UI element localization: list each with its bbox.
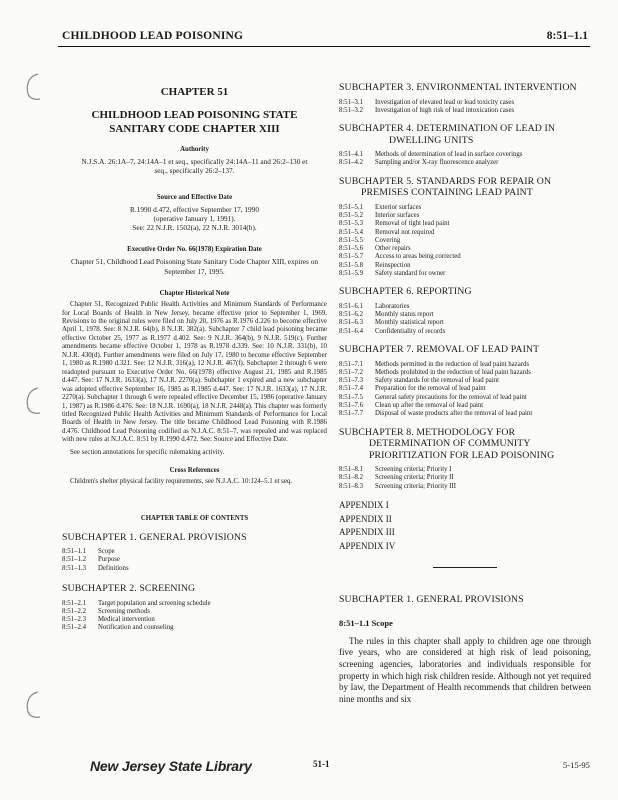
chapter-title-line: SANITARY CODE CHAPTER XIII bbox=[109, 123, 280, 135]
see-also-note: See section annotations for specific rulemaking activity. bbox=[70, 448, 225, 456]
source-line: (operative January 1, 1991). bbox=[153, 213, 236, 223]
toc-entry[interactable]: 8:51–5.5 Covering bbox=[339, 236, 401, 244]
toc-entry[interactable]: 8:51–7.1 Methods permitted in the reduction of lead paint hazards bbox=[339, 360, 530, 368]
subchapter-1-heading: SUBCHAPTER 1. GENERAL PROVISIONS bbox=[62, 531, 247, 543]
historical-note-heading: Chapter Historical Note bbox=[159, 290, 230, 298]
toc-entry[interactable]: 8:51–2.1 Target population and screening schedule bbox=[62, 599, 211, 607]
subchapter-7-list bbox=[339, 361, 591, 419]
subchapter-3-list bbox=[339, 99, 591, 116]
running-header bbox=[58, 28, 590, 47]
toc-entry[interactable]: 8:51–6.2 Monthly status report bbox=[339, 311, 434, 319]
toc-entry[interactable]: 8:51–3.1 Investigation of elevated lead or lead toxicity cases bbox=[339, 98, 515, 106]
subchapter-7-heading: SUBCHAPTER 7. REMOVAL OF LEAD PAINT bbox=[339, 344, 540, 356]
source-line: R.1990 d.472, effective September 17, 1990 bbox=[130, 204, 259, 214]
toc-entry[interactable]: 8:51–4.2 Sampling and/or X-ray fluorescence analyzer bbox=[339, 159, 499, 167]
toc-entry[interactable]: 8:51–5.9 Safety standard for owner bbox=[339, 270, 446, 278]
authority-text: N.J.S.A. 26:1A–7, 24:14A–1 et seq., specifically 24:14A–11 and 26:2–130 et seq., specifically 26:2–137. bbox=[81, 157, 308, 176]
toc-entry[interactable]: 8:51–5.4 Removal not required bbox=[339, 228, 435, 236]
source-heading: Source and Effective Date bbox=[156, 193, 233, 201]
toc-entry[interactable]: 8:51–7.2 Methods prohibited in the reduction of lead paint hazards bbox=[339, 368, 531, 376]
toc-entry[interactable]: 8:51–8.1 Screening criteria; Priority I bbox=[339, 466, 452, 474]
toc-entry[interactable]: 8:51–2.4 Notification and counseling bbox=[62, 624, 174, 632]
subchapter-6-heading: SUBCHAPTER 6. REPORTING bbox=[339, 286, 472, 298]
toc-entry[interactable]: 8:51–5.6 Other repairs bbox=[339, 245, 411, 253]
toc-entry[interactable]: 8:51–8.3 Screening criteria; Priority III bbox=[339, 482, 456, 490]
subchapter-8-list bbox=[339, 466, 591, 491]
subchapter-3-heading: SUBCHAPTER 3. ENVIRONMENTAL INTERVENTION bbox=[339, 82, 577, 93]
appendix-entry[interactable]: APPENDIX II bbox=[339, 513, 392, 524]
subchapter-6-list bbox=[339, 303, 591, 336]
header-section-number: 8:51–1.1 bbox=[546, 30, 588, 42]
toc-entry[interactable]: 8:51–5.3 Removal of tight lead paint bbox=[339, 220, 450, 228]
subchapter-2-list bbox=[62, 600, 327, 633]
appendix-entry[interactable]: APPENDIX III bbox=[339, 527, 395, 538]
subchapter-1-list bbox=[62, 548, 327, 573]
appendix-entry[interactable]: APPENDIX I bbox=[339, 500, 389, 511]
left-column bbox=[62, 80, 327, 641]
toc-entry[interactable]: 8:51–1.1 Scope bbox=[62, 548, 115, 556]
library-stamp: New Jersey State Library bbox=[90, 758, 252, 774]
binding-hole-mark bbox=[24, 72, 46, 102]
toc-entry[interactable]: 8:51–7.4 Preparation for the removal of lead paint bbox=[339, 385, 486, 393]
body-subchapter-heading: SUBCHAPTER 1. GENERAL PROVISIONS bbox=[339, 594, 524, 606]
toc-entry[interactable]: 8:51–5.8 Reinspection bbox=[339, 261, 411, 269]
subchapter-8-heading: SUBCHAPTER 8. METHODOLOGY FOR DETERMINATION OF COMMUNITY PRIORITIZATION FOR LEAD POISONING bbox=[339, 426, 555, 461]
executive-order-heading: Executive Order No. 66(1978) Expiration Date bbox=[127, 246, 262, 254]
page-number: 51-1 bbox=[313, 759, 330, 769]
subchapter-5-list bbox=[339, 204, 591, 279]
toc-entry[interactable]: 8:51–7.3 Safety standards for the removal of lead paint bbox=[339, 377, 499, 385]
toc-entry[interactable]: 8:51–7.7 Disposal of waste products after the removal of lead paint bbox=[339, 410, 533, 418]
subchapter-2-heading: SUBCHAPTER 2. SCREENING bbox=[62, 583, 196, 595]
executive-order-text: Chapter 51, Childhood Lead Poisoning State Sanitary Code Chapter XIII, expires on September 17, 1995. bbox=[70, 257, 319, 276]
cross-references-heading: Cross References bbox=[169, 467, 220, 475]
toc-entry[interactable]: 8:51–3.2 Investigation of high risk of lead intoxication cases bbox=[339, 106, 515, 114]
authority-heading: Authority bbox=[180, 146, 209, 153]
subchapter-4-list bbox=[339, 151, 591, 168]
toc-entry[interactable]: 8:51–8.2 Screening criteria; Priority II bbox=[339, 474, 454, 482]
toc-entry[interactable]: 8:51–5.7 Access to areas being corrected bbox=[339, 253, 461, 261]
toc-entry[interactable]: 8:51–4.1 Methods of determination of lead in surface coverings bbox=[339, 151, 523, 159]
binding-hole-mark bbox=[24, 690, 46, 720]
historical-note-text: Chapter 51, Recognized Public Health Activities and Minimum Standards of Performance for Local Boards of Health in New Jersey, became effective prior to September 1, 1969. Revisions to the original rules were filed on July 20, 1976 as R.1976 d.226 to become effective April 1, 1978. See: 8 N.J.R. 64(b), 8 N.J.R. 382(a). Subchapter 7 child lead poisoning became effective October 25, 1977 as R.1977 d.402. See: 9 N.J.R. 364(b), 9 N.J.R. 519(c). Further amendments became effective October 1, 1978 as R.1978 d.339. See: 10 N.J.R. 331(b), 10 N.J.R. 430(d). Further amendments were filed on July 17, 1980 to become effective September 1, 1980 as R.1980 d.321. See: 12 N.J.R. 316(a), 12 N.J.R. 467(f). Subchapter 2 through 6 were readopted pursuant to Executive Order No. 66(1978) effective August 21, 1985 and R.1985 d.447. See: 17 N.J.R. 1633(a), 17 N.J.R. 2270(a). Subchapter 1 expired and a new subchapter was adopted effective September 16, 1985 as R.1985 d.447. See: 17 N.J.R. 1633(a), 17 N.J.R. 2270(a). Subchapter 1 through 6 were repealed effective December 15, 1986 (operative January 1, 1987) as R.1986 d.476. See: 18 N.J.R. 1690(a), 18 N.J.R. 2448(a). This chapter was formerly titled Recognized Public Health Activities and Minimum Standards of Performance for Local Boards of Health in New Jersey. The title became Childhood Lead Poisoning with R.1986 d.476. Childhood Lead Poisoning codified as N.J.A.C. 8:51–7, was repealed and was replaced with new rules at N.J.A.C. 8:51 by R.1990 d.472. See: Source and Effective Date. bbox=[62, 301, 327, 444]
header-title: CHILDHOOD LEAD POISONING bbox=[62, 30, 244, 42]
source-line: See: 22 N.J.R. 1502(a), 22 N.J.R. 3014(b). bbox=[132, 223, 257, 233]
chapter-title-line: CHILDHOOD LEAD POISONING STATE bbox=[91, 109, 298, 121]
chapter-number: CHAPTER 51 bbox=[160, 86, 229, 98]
toc-entry[interactable]: 8:51–6.3 Monthly statistical report bbox=[339, 319, 444, 327]
table-of-contents-heading: CHAPTER TABLE OF CONTENTS bbox=[140, 514, 249, 522]
toc-entry[interactable]: 8:51–2.3 Medical intervention bbox=[62, 616, 155, 624]
revision-date: 5-15-95 bbox=[563, 760, 590, 770]
toc-entry[interactable]: 8:51–7.6 Clean up after the removal of lead paint bbox=[339, 402, 484, 410]
toc-entry[interactable]: 8:51–1.2 Purpose bbox=[62, 556, 120, 564]
section-heading: 8:51–1.1 Scope bbox=[339, 617, 393, 628]
binding-hole-mark bbox=[24, 386, 46, 416]
appendix-entry[interactable]: APPENDIX IV bbox=[339, 540, 396, 551]
chapter-title bbox=[62, 108, 327, 136]
toc-entry[interactable]: 8:51–5.2 Interior surfaces bbox=[339, 211, 420, 219]
toc-entry[interactable]: 8:51–7.5 General safety precautions for the removal of lead paint bbox=[339, 393, 527, 401]
toc-entry[interactable]: 8:51–1.3 Definitions bbox=[62, 564, 129, 572]
subchapter-5-heading: SUBCHAPTER 5. STANDARDS FOR REPAIR ON PREMISES CONTAINING LEAD PAINT bbox=[339, 175, 552, 199]
subchapter-4-heading: SUBCHAPTER 4. DETERMINATION OF LEAD IN DWELLING UNITS bbox=[339, 123, 556, 146]
right-column bbox=[339, 82, 591, 706]
page-footer bbox=[0, 758, 618, 782]
toc-entry[interactable]: 8:51–6.4 Confidentiality of records bbox=[339, 327, 446, 335]
section-body-text: The rules in this chapter shall apply to children age one through five years, who are considered at high risk of lead poisoning, screening agencies, laboratories and individuals responsible for property in which high risk children reside. Although not yet required by law, the Department of Health recommends that children between nine months and six bbox=[339, 635, 591, 705]
toc-entry[interactable]: 8:51–6.1 Laboratories bbox=[339, 302, 410, 310]
cross-references-text: Children's shelter physical facility requirements, see N.J.A.C. 10:124–5.1 et seq. bbox=[70, 478, 293, 486]
section-divider bbox=[433, 567, 497, 568]
toc-entry[interactable]: 8:51–2.2 Screening methods bbox=[62, 607, 150, 615]
appendix-list bbox=[339, 499, 591, 553]
toc-entry[interactable]: 8:51–5.1 Exterior surfaces bbox=[339, 203, 422, 211]
source-text bbox=[62, 205, 327, 233]
